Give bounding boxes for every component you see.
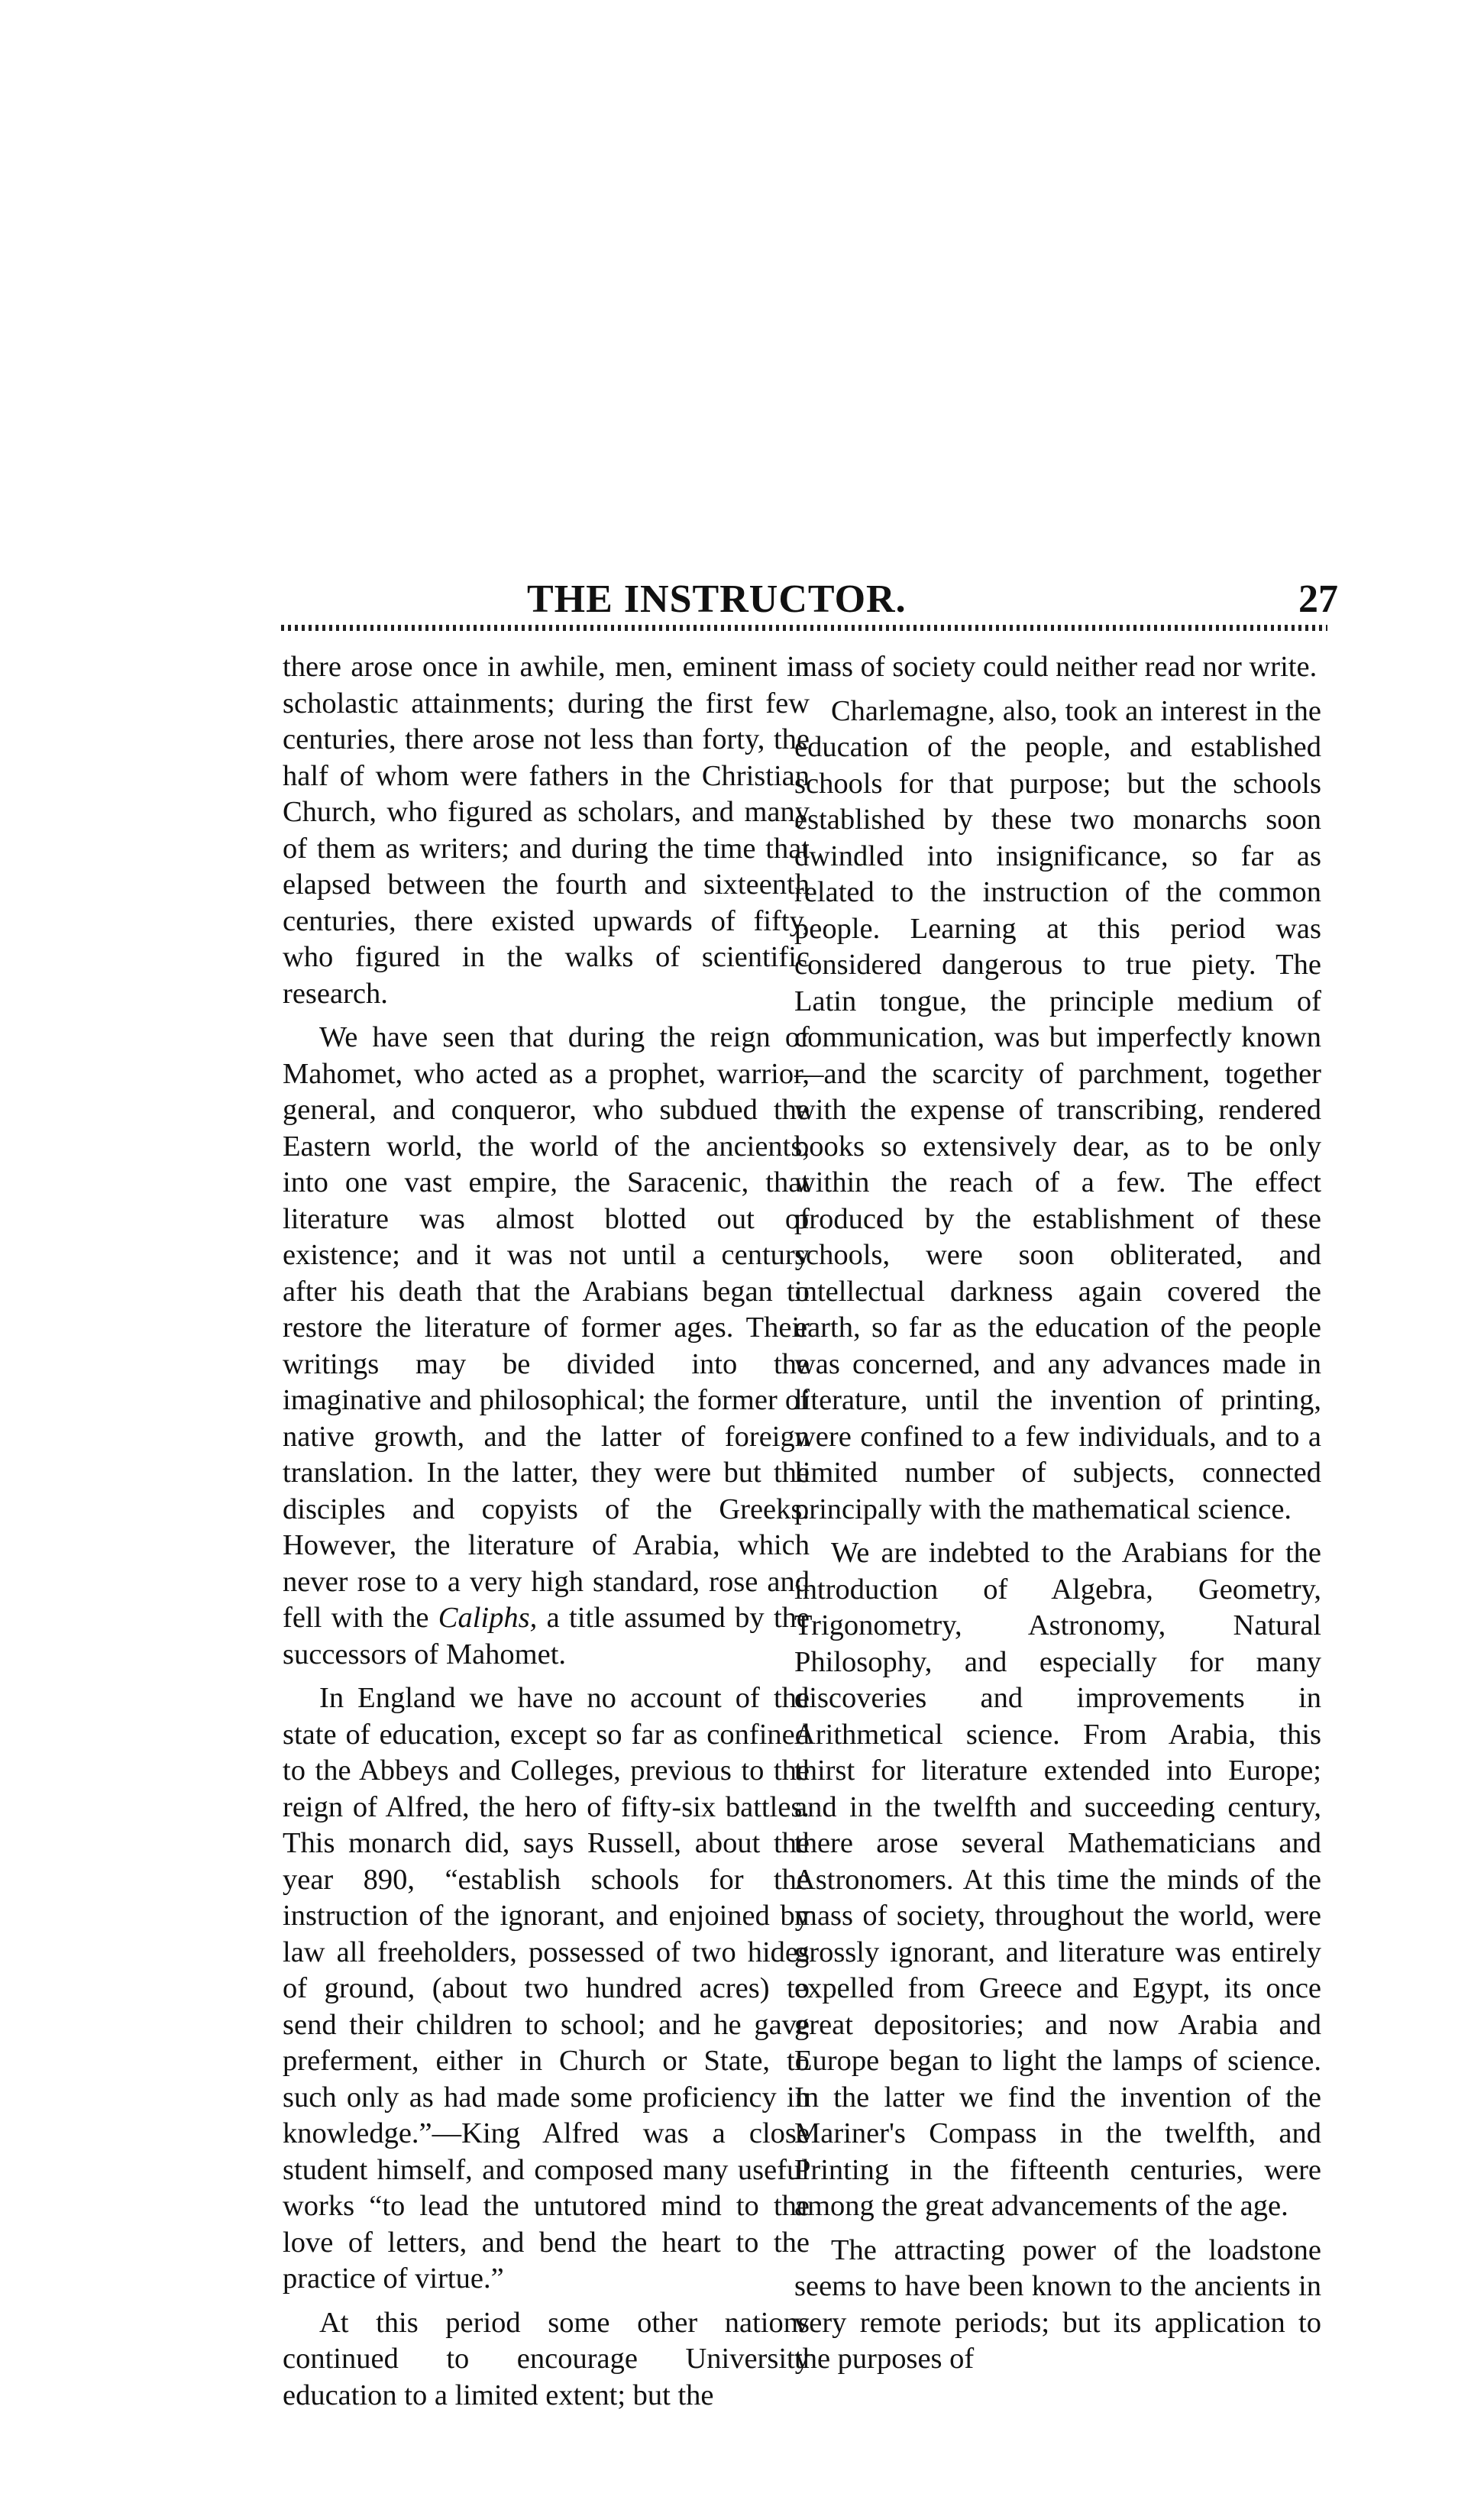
paragraph-text: We have seen that during the reign of Mahomet, who acted as a prophet, warrior, general, and conqueror, who subdued the Eastern world, the world of the ancients, into one vast empire, the Saracenic, that literature was almost blotted out of existence; and it was not until a century after his death that the Arabians began to restore the literature of former ages. Their writings may be divided into the imaginative and philosophical; the former of native growth, and the latter of foreign translation. In the latter, they were but the disciples and copyists of the Greeks. However, the literature of Arabia, which never rose to a very high standard, rose and fell with the	[283, 1021, 810, 1634]
running-title: THE INSTRUCTOR.	[527, 577, 907, 621]
running-head	[0, 577, 1484, 630]
paragraph: The attracting power of the loadstone seems to have been known to the ancients in very remote periods; but its application to the purposes of	[794, 2233, 1321, 2375]
paragraph: there arose once in awhile, men, eminent in scholastic attainments; during the first few centuries, there arose not less than forty, the half of whom were fathers in the Christian Church, who figured as scholars, and many of them as writers; and during the time that elapsed between the fourth and sixteenth centuries, there existed upwards of fifty, who figured in the walks of scientific research.	[283, 651, 810, 1010]
paragraph	[283, 1020, 810, 1673]
paragraph: In England we have no account of the state of education, except so far as confined to the Abbeys and Colleges, previous to the reign of Alfred, the hero of fifty-six battles. This monarch did, says Russell, about the year 890, “establish schools for the instruction of the ignorant, and enjoined by law all freeholders, possessed of two hides of ground, (about two hundred acres) to send their children to school; and he gave preferment, either in Church or State, to such only as had made some proficiency in knowledge.”—King Alfred was a close student himself, and composed many useful works “to lead the untutored mind to the love of letters, and bend the heart to the practice of virtue.”	[283, 1682, 810, 2295]
header-rule	[281, 625, 1327, 631]
paragraph: mass of society could neither read nor write.	[794, 651, 1317, 683]
italic-term: Caliphs,	[438, 1602, 538, 1634]
right-column	[794, 649, 1321, 2385]
paragraph-text: a title assumed by the successors of Mahomet.	[283, 1602, 810, 1670]
paragraph: Charlemagne, also, took an interest in the education of the people, and established schools for that purpose; but the schools established by these two monarchs soon dwindled into insignificance, so far as related to the instruction of the common people. Learning at this period was considered dangerous to true piety. The Latin tongue, the principle medium of communication, was but imperfectly known—and the scarcity of parchment, together with the expense of transcribing, rendered books so extensively dear, as to be only within the reach of a few. The effect produced by the establishment of these schools, were soon obliterated, and intellectual darkness again covered the earth, so far as the education of the people was concerned, and any advances made in literature, until the invention of printing, were confined to a few individuals, and to a limited number of subjects, connected principally with the mathematical science.	[794, 694, 1321, 1525]
paragraph: We are indebted to the Arabians for the introduction of Algebra, Geometry, Trigonometry, Astronomy, Natural Philosophy, and especially for many discoveries and improvements in Arithmetical science. From Arabia, this thirst for literature extended into Europe; and in the twelfth and succeeding century, there arose several Mathematicians and Astronomers. At this time the minds of the mass of society, throughout the world, were grossly ignorant, and literature was entirely expelled from Greece and Egypt, its once great depositories; and now Arabia and Europe began to light the lamps of science. In the latter we find the invention of the Mariner's Compass in the twelfth, and Printing in the fifteenth centuries, were among the great advancements of the age.	[794, 1537, 1321, 2222]
left-column	[283, 649, 810, 2421]
paragraph: At this period some other nations continued to encourage University education to a limited extent; but the	[283, 2306, 810, 2411]
page-number: 27	[1298, 577, 1338, 621]
